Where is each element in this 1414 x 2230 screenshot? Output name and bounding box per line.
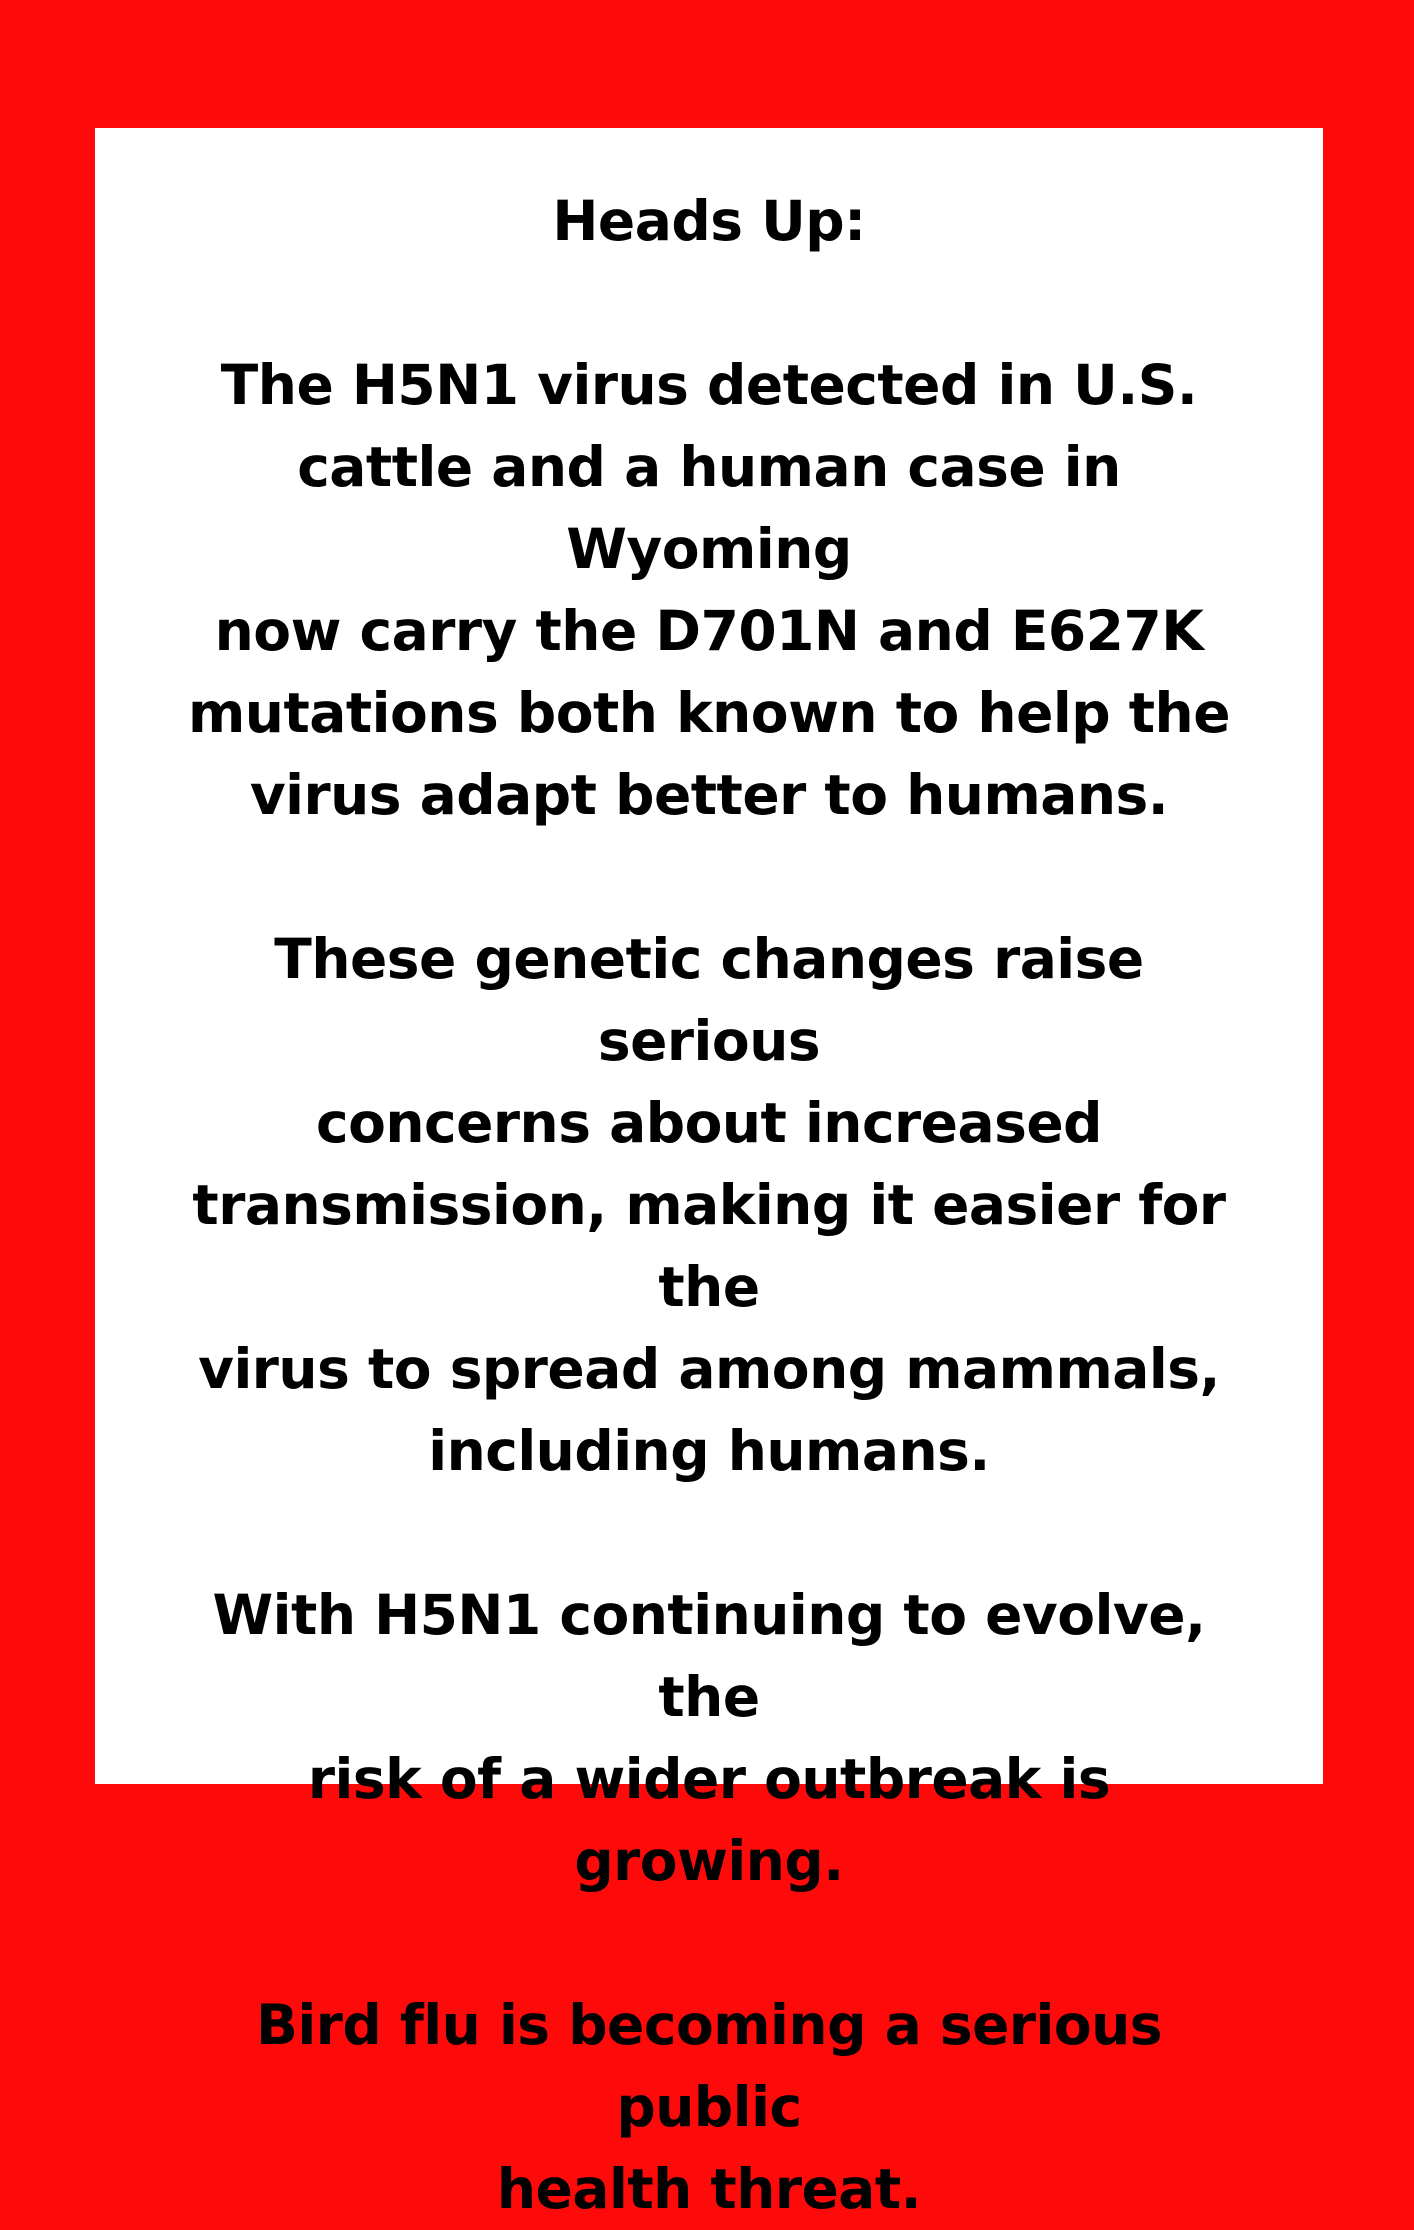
notice-paragraph-evolution: With H5N1 continuing to evolve, the risk of a wider outbreak is growing. — [212, 1583, 1206, 1893]
notice-paragraph-threat: Bird flu is becoming a serious public health threat. — [255, 1993, 1163, 2221]
notice-paragraph-mutations: The H5N1 virus detected in U.S. cattle and a human case in Wyoming now carry the D701N and E627K mutations both known to help the virus adapt better to humans. — [187, 353, 1231, 827]
notice-card — [95, 128, 1323, 2221]
notice-heading: Heads Up: — [552, 189, 866, 253]
notice-paragraph-transmission: These genetic changes raise serious concerns about increased transmission, making it easier for the virus to spread among mammals, including humans. — [192, 927, 1226, 1483]
